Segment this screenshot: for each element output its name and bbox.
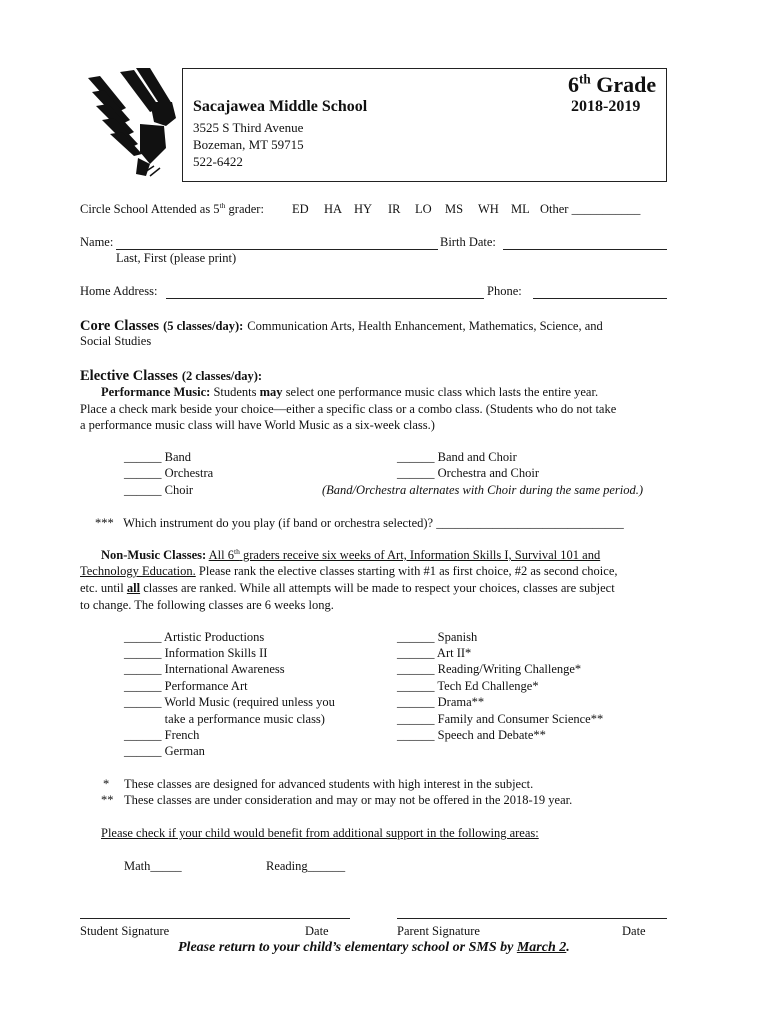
home-address-field[interactable]: [166, 298, 484, 299]
elective-classes-title: Elective Classes (2 classes/day):: [80, 368, 263, 384]
support-math[interactable]: Math_____: [124, 859, 182, 873]
grade-heading: 6th Grade: [568, 71, 657, 97]
class-world-music[interactable]: ______ World Music (required unless you: [124, 695, 335, 709]
school-year: 2018-2019: [571, 98, 641, 115]
instrument-question[interactable]: *** Which instrument do you play (if band or orchestra selected)? ______________________________: [95, 516, 624, 530]
performance-music-line2: Place a check mark beside your choice—either a specific class or a combo class. (Students who do not take: [80, 402, 617, 416]
class-world-music-note: take a performance music class): [124, 712, 325, 726]
school-option-ir[interactable]: IR: [388, 202, 401, 216]
student-signature-line[interactable]: [80, 918, 350, 919]
non-music-line3: etc. until all classes are ranked. While all attempts will be made to respect your choices, classes are subject: [80, 581, 615, 595]
student-signature-label: Student Signature: [80, 924, 170, 938]
class-drama[interactable]: ______ Drama**: [397, 695, 485, 709]
address-line1: 3525 S Third Avenue: [193, 120, 304, 135]
choice-orchestra[interactable]: ______ Orchestra: [124, 466, 214, 480]
parent-signature-line[interactable]: [397, 918, 667, 919]
class-german[interactable]: ______ German: [124, 744, 205, 758]
class-international-awareness[interactable]: ______ International Awareness: [124, 662, 285, 676]
non-music-line2: Technology Education. Please rank the elective classes starting with #1 as first choice, #2 as second choice,: [80, 564, 618, 578]
name-label: Name:: [80, 235, 114, 249]
choice-orchestra-and-choir[interactable]: ______ Orchestra and Choir: [397, 466, 539, 480]
class-performance-art[interactable]: ______ Performance Art: [124, 679, 248, 693]
class-spanish[interactable]: ______ Spanish: [397, 630, 478, 644]
class-tech-ed[interactable]: ______ Tech Ed Challenge*: [397, 679, 539, 693]
school-option-ml[interactable]: ML: [511, 202, 530, 216]
school-attended-label: Circle School Attended as 5th grader:: [80, 200, 264, 216]
name-hint: Last, First (please print): [116, 251, 237, 265]
performance-music-line3: a performance music class will have World Music as a six-week class.): [80, 418, 435, 432]
school-option-lo[interactable]: LO: [415, 202, 432, 216]
non-music-line1: Non-Music Classes: All 6th graders receive six weeks of Art, Information Skills I, Survival 101 and: [101, 546, 601, 562]
birth-date-label: Birth Date:: [440, 235, 496, 249]
alternates-note: (Band/Orchestra alternates with Choir during the same period.): [322, 483, 644, 497]
class-information-skills-ii[interactable]: ______ Information Skills II: [124, 646, 268, 660]
core-classes-line2: Social Studies: [80, 334, 152, 348]
school-option-other[interactable]: Other ___________: [540, 202, 641, 216]
support-reading[interactable]: Reading______: [266, 859, 346, 873]
choice-band[interactable]: ______ Band: [124, 450, 192, 464]
class-family-consumer-science[interactable]: ______ Family and Consumer Science**: [397, 712, 604, 726]
home-address-label: Home Address:: [80, 284, 158, 298]
parent-signature-label: Parent Signature: [397, 924, 480, 938]
school-name: Sacajawea Middle School: [193, 98, 368, 115]
school-option-wh[interactable]: WH: [478, 202, 499, 216]
eagle-logo-icon: [80, 68, 180, 182]
class-french[interactable]: ______ French: [124, 728, 200, 742]
support-title: Please check if your child would benefit from additional support in the following areas:: [101, 826, 539, 840]
note-star1-text: These classes are designed for advanced students with high interest in the subject.: [124, 777, 534, 791]
school-option-ed[interactable]: ED: [292, 202, 309, 216]
address-line2: Bozeman, MT 59715: [193, 137, 304, 152]
performance-music-line1: Performance Music: Students may select one performance music class which lasts the entire year.: [101, 385, 599, 399]
school-option-ms[interactable]: MS: [445, 202, 464, 216]
school-option-hy[interactable]: HY: [354, 202, 373, 216]
note-star1-mark: *: [103, 777, 110, 791]
phone-field[interactable]: [533, 298, 667, 299]
phone-label: Phone:: [487, 284, 522, 298]
return-instructions: Please return to your child’s elementary school or SMS by March 2.: [178, 940, 570, 955]
school-option-ha[interactable]: HA: [324, 202, 343, 216]
school-phone: 522-6422: [193, 154, 243, 169]
class-speech-debate[interactable]: ______ Speech and Debate**: [397, 728, 546, 742]
class-artistic-productions[interactable]: ______ Artistic Productions: [124, 630, 265, 644]
core-classes-line: Core Classes (5 classes/day): Communication Arts, Health Enhancement, Mathematics, Science, and: [80, 318, 603, 334]
name-field[interactable]: [116, 249, 438, 250]
note-star2-text: These classes are under consideration and may or may not be offered in the 2018-19 year.: [124, 793, 573, 807]
class-art-ii[interactable]: ______ Art II*: [397, 646, 472, 660]
birth-date-field[interactable]: [503, 249, 667, 250]
parent-date-label: Date: [622, 924, 646, 938]
class-reading-writing[interactable]: ______ Reading/Writing Challenge*: [397, 662, 582, 676]
choice-band-and-choir[interactable]: ______ Band and Choir: [397, 450, 517, 464]
non-music-line4: to change. The following classes are 6 weeks long.: [80, 598, 334, 612]
note-star2-mark: **: [101, 793, 114, 807]
choice-choir[interactable]: ______ Choir: [124, 483, 194, 497]
student-date-label: Date: [305, 924, 329, 938]
